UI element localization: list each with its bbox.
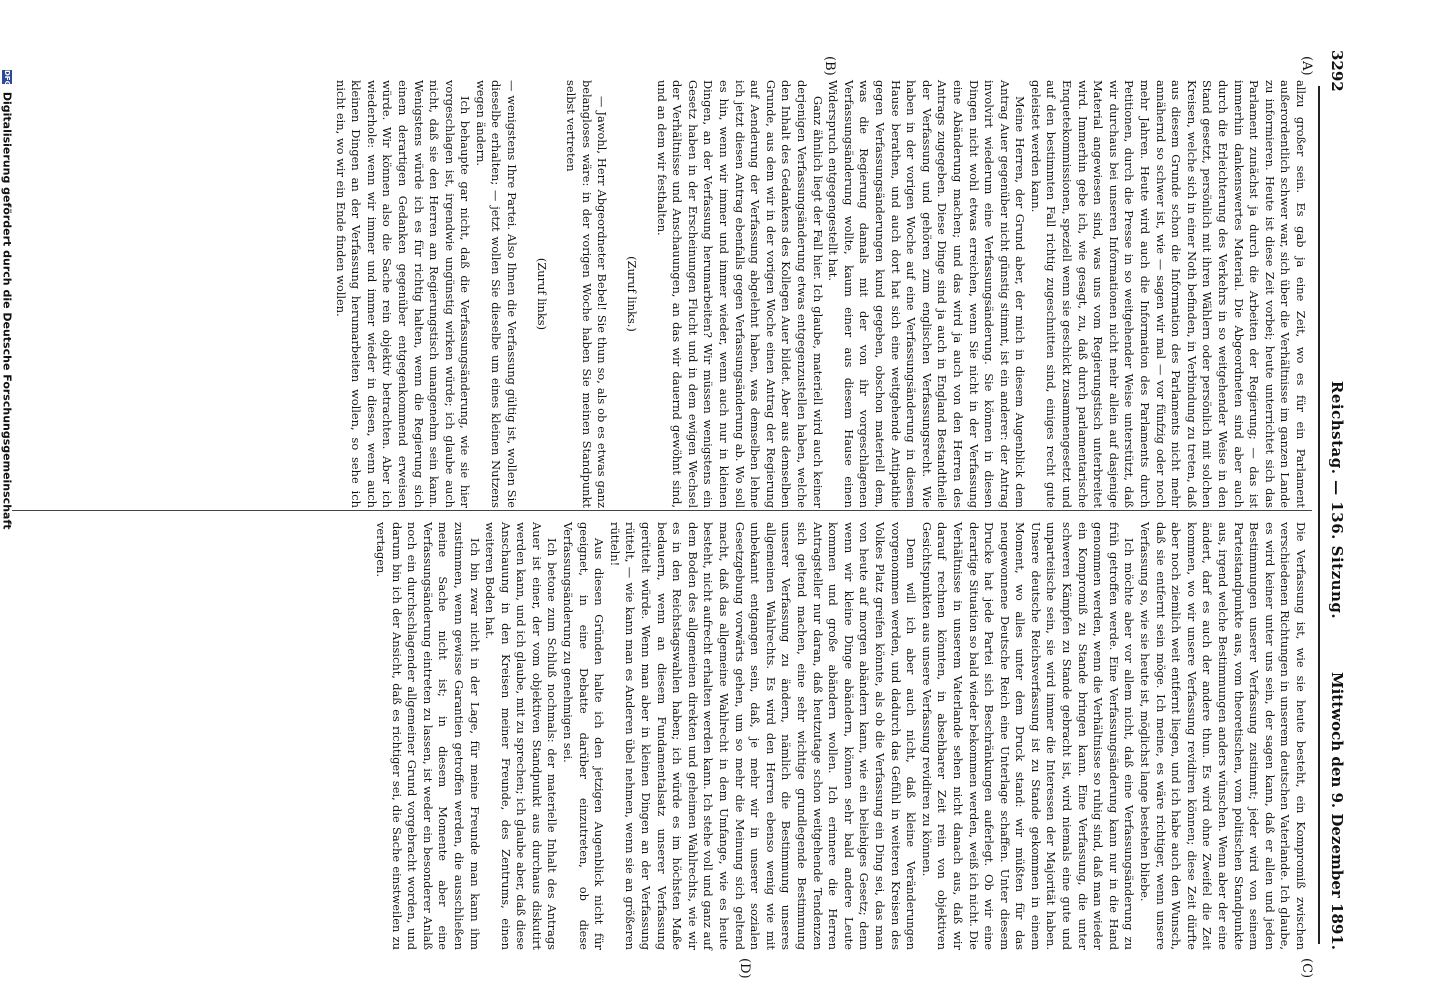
interjection: (Zuruf links) — [534, 257, 549, 331]
paragraph: — Jawohl, Herr Abgeordneter Bebel! Sie thun so, als ob es etwas ganz belangloses wäre: in der vorigen Woche haben Sie meinen Standpunkt selbst vertreten — [564, 80, 610, 508]
margin-marker-b: (B) — [822, 56, 837, 76]
paragraph: Meine Herren, der Grund aber, der mich in diesem Augenblick dem Antrag Auer gegenüber nicht günstig stimmt, ist ein anderer: der Antrag involvirt wiederum eine Verfassungsänderung. Sie können in diesen Dingen nicht wohl etwas erreichen, wenn Sie nicht in der Verfassung eine Abänderung machen; und das wird ja auch von den Herren des Antrags zugegeben. Diese Dinge sind ja auch in England Bestandtheile der Verfassung und gehören zum englischen Verfassungsrecht. Wie haben in der vorigen Woche auf eine Verfassungsänderung in diesem Hause berathen, und auch dort hat sich eine weitgehende Antipathie gegen Verfassungsänderungen kund gegeben, obschon materiell dem, was die Regierung damals mit der von ihr vorgeschlagenen Verfassungsänderung wollte, kaum einer aus diesem Hause einen Widerspruch entgegengestellt hat. — [826, 80, 1028, 508]
page-header — [1322, 50, 1346, 950]
header-rule — [1318, 86, 1320, 944]
paragraph: Ich möchte aber vor allem nicht, daß eine Verfassungsänderung zu früh getroffen werde. Eine Verfassungsänderung kann nur in die Hand genommen werden, wenn die Verhältnisse so ruhig sind, daß man wieder ein Kompromiß zu Stande bringen kann. Eine Verfassung, die unter schweren Kämpfen zu Stande gebracht ist, wird niemals eine gute und unparteiische sein, sie wird immer die Interessen der Majorität haben. Unsere deutsche Reichsverfassung ist zu Stande gekommen in einem Moment, wo alles unter dem Druck stand: wir müßten für das neugewonnene Deutsche Reich eine Unterlage schaffen. Unter diesem Drucke hat jede Partei sich Beschränkungen auferlegt. Ob wir eine derartige Situation so bald wieder bekommen werden, weiß ich nicht. Die Verhältnisse in unserem Vaterlande sehen nicht danach aus, daß wir darauf rechnen könnten, in absehbarer Zeit rein von objektiven Gesichtspunkten aus unsere Verfassung revidiren zu können. — [919, 522, 1137, 950]
right-column — [372, 522, 1308, 950]
column-divider — [12, 510, 1312, 511]
paragraph: Aus diesen Gründen halte ich den jetzigen Augenblick nicht für geeignet, in eine Debatte darüber einzutreten, ob diese Verfassungsänderung zu genehmigen sei. — [561, 522, 607, 950]
paragraph: Ich behaupte gar nicht, daß die Verfassungsänderung, wie sie hier vorgeschlagen ist, irgendwie ungünstig wirken würde; ich glaube auch nicht, daß sie den Herren am Regierungstisch unangenehm sein kann. Wenigstens würde ich es für richtig halten, wenn die Regierung sich einem derartigen Gedanken gegenüber entgegenkommend erweisen würde. Wir können also die Sache rein objektiv betrachten. Aber ich wiederhole: wenn wir immer und immer wieder in diesen, wenn auch kleinen Dingen an der Verfassung herumarbeiten wollen, so sehe ich nicht ein, wo wir ein Ende finden wollen. — [333, 80, 473, 508]
margin-marker-c: (C) — [1299, 958, 1314, 979]
dfg-logo: DFG — [3, 70, 11, 87]
left-column — [332, 80, 1308, 508]
page-date: Mittwoch den 9. Dezember 1891. — [1328, 672, 1346, 950]
digitization-note: Digitalisierung gefördert durch die Deutsche Forschungsgemeinschaft — [0, 91, 14, 530]
paragraph: Die Verfassung ist, wie sie heute besteht, ein Kompromiß zwischen verschiedenen Richtungen in unserem deutschen Vaterlande. Ich glaube, es wird keiner unter uns sein, der sagen kann, daß er allen und jeden Bestimmungen unserer Verfassung zustimmt; jeder wird von seinem Parteistandpunkte aus, vom theoretischen, vom politischen Standpunkte aus, irgend welche Bestimmungen anders wünschen. Wenn aber der eine ändert, darf es auch der andere thun. Es wird ohne Zweifel die Zeit kommen, wo wir unsere Verfassung revidiren können; diese Zeit dürfte aber noch ziemlich weit entfernt liegen, und ich habe auch den Wunsch, daß sie entfernt sein möge. Ich meine, es wäre richtiger, wenn unsere Verfassung so, wie sie heute ist, möglichst lange bestehen bliebe. — [1138, 522, 1308, 950]
digitization-footer — [0, 70, 14, 950]
margin-marker-d: (D) — [737, 958, 752, 979]
paragraph: allzu großer sein. Es gab ja eine Zeit, wo es für ein Parlament außerordentlich schwer war, sich über die Verhältnisse im ganzen Lande zu informieren. Heute ist diese Zeit vorbei; heute unterrichtet sich das Parlament zunächst ja durch die Arbeiten der Regierung; — das ist immerhin dankenswertes Material. Die Abgeordneten sind aber auch durch die Erleichterung des Verkehrs in so weitgehender Weise in den Stand gesetzt, persönlich mit ihren Wählern oder persönlich mit solchen Kreisen, welche sich in einer Noth befinden, in Verbindung zu treten, daß aus diesem Grunde schon die Information des Parlaments nicht mehr annähernd so schwer ist, wie — sagen wir mal — vor fünfzig oder noch mehr Jahren. Heute wird auch die Information des Parlaments durch Petitionen, durch die Presse in so weitgehender Weise unterstützt, daß wir durchaus bei unseren Informationen nicht mehr allein auf dasjenige Material angewiesen sind, was uns vom Regierungstisch unterbreitet wird. Immerhin gebe ich, wie gesagt, zu, daß durch parlamentarische Enquetekommissionen, speziell wenn sie geschickt zusammengesetzt und auf den bestimmten Fall richtig zugeschnitten sind, einiges recht gute geleistet werden kann. — [1028, 80, 1308, 508]
running-title: Reichstag. — 136. Sitzung. — [1328, 380, 1346, 620]
paragraph: Ich bin zwar nicht in der Lage, für meine Freunde man kann ihm zustimmen, wenn gewisse Garantien getroffen werden, die ausschließen meine Sache nicht ist; in diesem Momente aber eine Verfassungsänderung eintreten zu lassen, ist weder ein besonderer Anlaß noch ein durchschlagender allgemeiner Grund vorgebracht worden, und darum bin ich der Ansicht, daß es richtiger sei, die Sache einstweilen zu vertagen. — [373, 522, 482, 950]
margin-marker-a: (A) — [1299, 56, 1314, 76]
page-number: 3292 — [1328, 50, 1346, 92]
paragraph: Ich betone zum Schluß nochmals: der materielle Inhalt des Antrags Auer ist einer, der vom objektiven Standpunkt aus durchaus diskutirt werden kann, und ich glaube, mit zu sprechen; ich glaube aber, daß diese Anschauung in den Kreisen meiner Freunde, des Zentrums, einen weiteren Boden hat. — [483, 522, 560, 950]
paragraph: — wenigstens Ihre Partei. Also Ihnen die Verfassung gültig ist, wollen Sie dieselbe erhalten; — jetzt wollen Sie dieselbe um eines kleinen Nutzens wegen ändern. — [473, 80, 520, 508]
paragraph: Denn will ich aber auch nicht, daß kleine Veränderungen vorgenommen werden, und dadurch das Gefühl in weiteren Kreisen des Volkes Platz greifen könnte, als ob die Verfassung ein Ding sei, das man von heute auf morgen abändern kann, wie ein beliebiges Gesetz; denn wenn wir kleine Dinge abändern, können sehr bald andere Leute kommen und große abändern wollen. Ich erinnere die Herren Antragsteller nur daran, daß heutzutage schon weitgehende Tendenzen sich geltend machen, eine sehr wichtige grundlegende Bestimmung unserer Verfassung zu ändern, nämlich die Bestimmung unseres allgemeinen Wahlrechts. Es wird den Herren ebenso wenig wie mit unbekannt entgangen sein, daß, je mehr wir in unserer sozialen Gesetzgebung vorwärts gehen, um so mehr die Meinung sich geltend macht, daß das allgemeine Wahlrecht in dem Umfange, wie es heute besteht, nicht aufrecht erhalten werden kann. Ich stehe voll und ganz auf dem Boden des allgemeinen direkten und geheimen Wahlrechts, wie wir es in den Reichstagswahlen haben; ich würde es im höchsten Maße bedauern, wenn an diesem Fundamentalsatz unserer Verfassung gerüttelt würde. Wenn man aber in kleinen Dingen an der Verfassung rüttelt, — wie kann man es Anderen übel nehmen, wenn sie an größeren rütteln! — [607, 522, 919, 950]
paragraph: Ganz ähnlich liegt der Fall hier. Ich glaube, materiell wird auch keiner derjenigen Verfassungsänderung etwas entgegenzustellen haben, welche den Inhalt des Gedankens des Kollegen Auer bildet. Aber aus demselben Grunde, aus dem wir in der vorigen Woche einen Antrag der Regierung auf Aenderung der Verfassung abgelehnt haben, was demselben lehne ich jetzt diesen Antrag ebenfalls gegen Verfassungsänderung ab. Wo soll es hin, wenn wir immer und immer wieder, wenn auch nur in kleinen Dingen, an der Verfassung herumarbeiten? Wir müssen wenigstens ein Gesetz haben in der Erscheinungen Flucht und in dem ewigen Wechsel der Verhältnisse und Anschauungen, an das wir dauernd gewöhnt sind, und an dem wir festhalten. — [654, 80, 825, 508]
interjection: (Zuruf links.) — [625, 256, 640, 332]
